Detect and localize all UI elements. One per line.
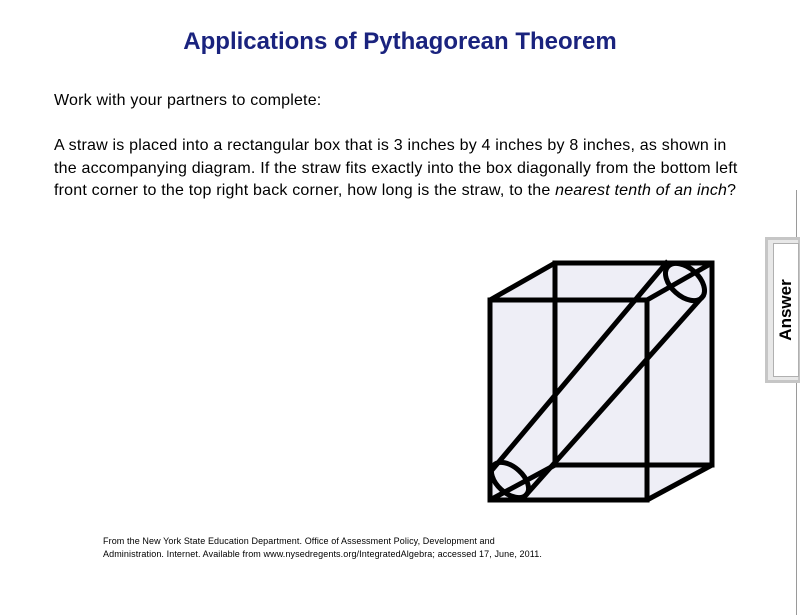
problem-text-emphasis: nearest tenth of an inch xyxy=(555,182,728,199)
answer-button-inner xyxy=(773,243,799,377)
problem-text-main: A straw is placed into a rectangular box that is 3 inches by 4 inches by 8 inches, as shown in the accompanying diagram. If the straw fits exactly into the box diagonally from the bottom left front corner to the top right back corner, how long is the straw, to the xyxy=(54,137,738,199)
instruction-text: Work with your partners to complete: xyxy=(54,92,322,109)
box-diagram xyxy=(480,255,720,510)
citation xyxy=(103,535,542,560)
answer-button[interactable] xyxy=(765,237,800,383)
citation-line-1: From the New York State Education Department. Office of Assessment Policy, Development and xyxy=(103,536,495,546)
citation-line-2: Administration. Internet. Available from www.nysedregents.org/IntegratedAlgebra; accessed 17, June, 2011. xyxy=(103,548,542,559)
answer-label: Answer xyxy=(776,279,795,341)
problem-text-end: ? xyxy=(727,182,737,199)
slide-title: Applications of Pythagorean Theorem xyxy=(183,28,617,55)
problem-text xyxy=(54,135,744,203)
